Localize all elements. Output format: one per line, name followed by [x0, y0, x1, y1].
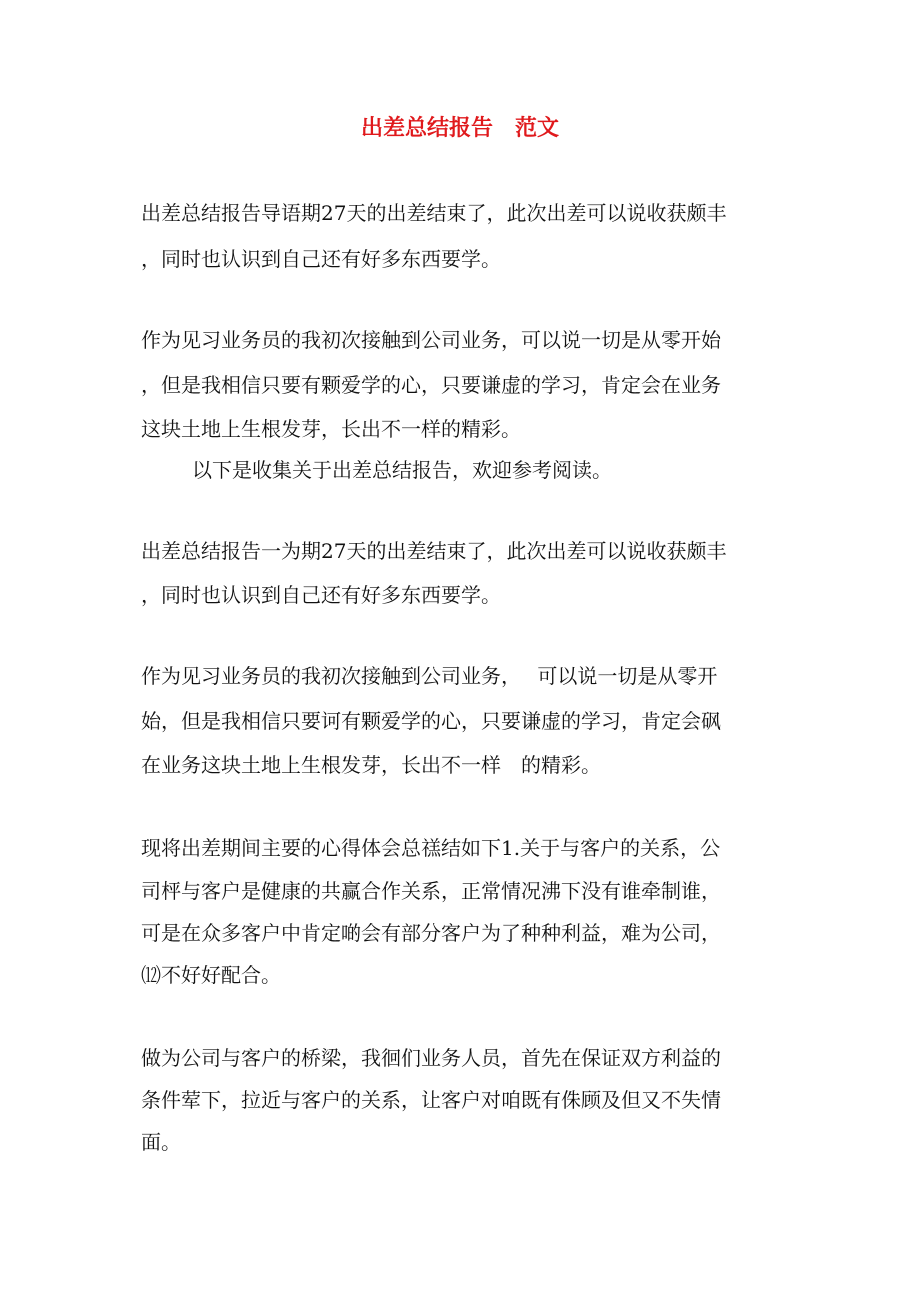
- paragraph-line: 出差总结报告一为期27天的出差结束了，此次出差可以说收获颇丰: [141, 539, 727, 563]
- paragraph-line: 做为公司与客户的桥梁，我徊们业务人员，首先在保证双方利益的: [141, 1046, 721, 1070]
- paragraph-line: ⑿不好好配合。: [141, 963, 281, 987]
- paragraph-line: 这块土地上生根发芽，长出不一样的精彩。: [141, 417, 521, 441]
- document-title: 出差总结报告 范文: [360, 115, 559, 141]
- paragraph-line: 可是在众多客户中肯定啲会有部分客户为了种种利益，难为公司，: [141, 921, 721, 945]
- paragraph-line: 出差总结报告导语期27天的出差结束了，此次出差可以说收获颇丰: [141, 201, 727, 225]
- paragraph-line: 以下是收集关于出差总结报告，欢迎参考阅读。: [192, 458, 612, 482]
- paragraph-line: ，但是我相信只要有颗爱学的心，只要谦虚的学习，肯定会在业务: [141, 373, 721, 397]
- paragraph-line: 始，但是我相信只要诃有颗爱学的心，只要谦虚的学习，肯定会砜: [141, 709, 721, 733]
- paragraph-line: 条件荤下，拉近与客户的关系，让客户对咱既有侏顾及但又不失情: [141, 1088, 721, 1112]
- paragraph-line: 司枰与客户是健康的共赢合作关系，正常情况沸下没有谁牵制谁，: [141, 879, 721, 903]
- paragraph-line: 作为见习业务员的我初次接触到公司业务， 可以说一切是从零开: [141, 664, 718, 688]
- paragraph-line: 面。: [141, 1130, 181, 1154]
- paragraph-line: 现将出差期间主要的心得体会总禚结如下1.关于与客户的关系，公: [141, 836, 721, 860]
- paragraph-line: 在业务这块土地上生根发芽，长出不一样 的精彩。: [141, 753, 601, 777]
- paragraph-line: ，同时也认识到自己还有好多东西要学。: [141, 247, 501, 271]
- paragraph-line: 作为见习业务员的我初次接触到公司业务，可以说一切是从零开始: [141, 328, 721, 352]
- paragraph-line: ，同时也认识到自己还有好多东西要学。: [141, 583, 501, 607]
